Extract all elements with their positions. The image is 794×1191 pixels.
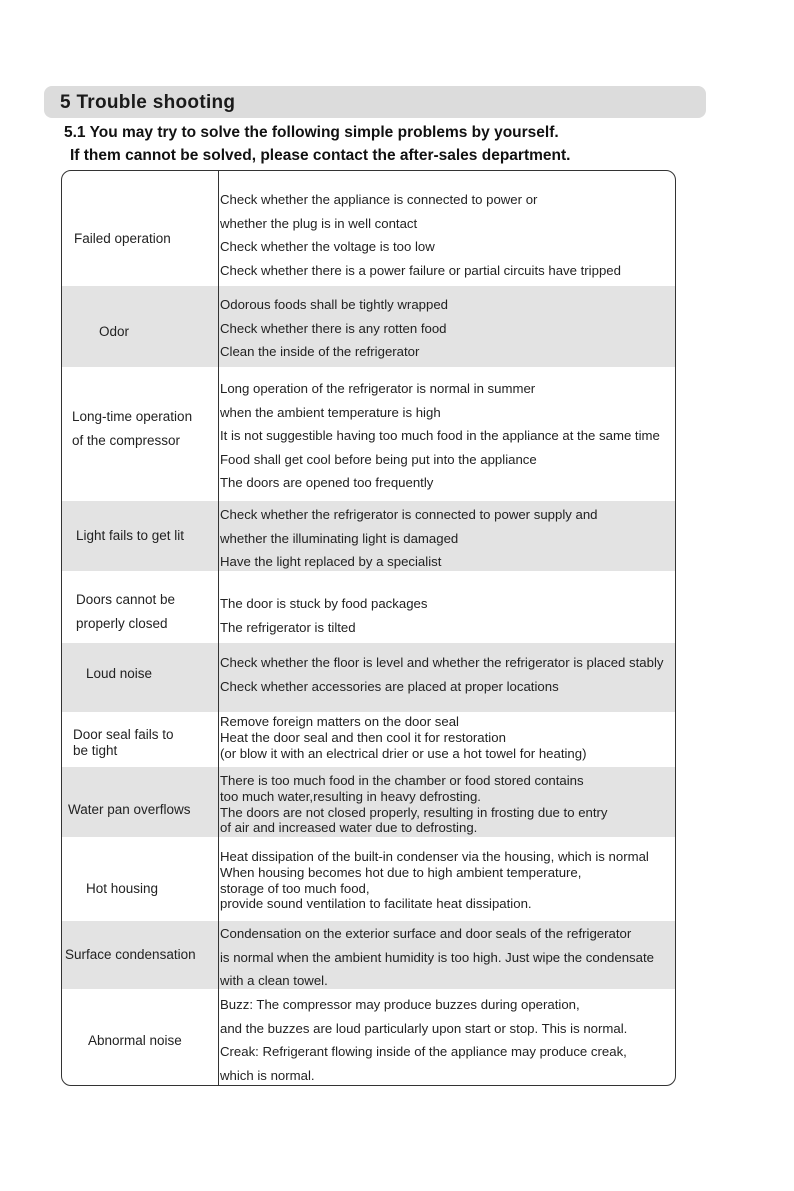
table-row [62, 501, 675, 571]
solution-text: Condensation on the exterior surface and door seals of the refrigerator [220, 926, 632, 941]
table-row [62, 837, 675, 921]
solution-text: Long operation of the refrigerator is normal in summer [220, 381, 536, 396]
problem-cell [86, 662, 152, 686]
problem-text: Doors cannot be [76, 592, 176, 607]
solution-cell [220, 714, 673, 762]
solution-cell [220, 592, 673, 639]
table-row [62, 286, 675, 367]
solution-text: which is normal. [220, 1067, 315, 1083]
solution-text: and the buzzes are loud particularly upon start or stop. This is normal. [220, 1020, 628, 1036]
solution-text: too much water,resulting in heavy defrosting. [220, 788, 481, 804]
problem-cell [76, 524, 184, 548]
problem-cell [72, 405, 192, 453]
solution-text: Check whether the appliance is connected to power or [220, 192, 538, 207]
solution-text: when the ambient temperature is high [220, 404, 441, 420]
solution-text: When housing becomes hot due to high ambient temperature, [220, 864, 582, 880]
solution-text: Odorous foods shall be tightly wrapped [220, 297, 448, 312]
problem-text: Long-time operation [72, 409, 193, 424]
solution-text: Check whether there is a power failure or partial circuits have tripped [220, 262, 621, 278]
solution-text: provide sound ventilation to facilitate heat dissipation. [220, 896, 532, 912]
solution-text: The doors are not closed properly, resulting in frosting due to entry [220, 804, 608, 820]
table-row [62, 171, 675, 286]
intro-line-2: If them cannot be solved, please contact the after-sales department. [70, 147, 571, 164]
problem-text: Light fails to get lit [76, 528, 185, 543]
solution-text: Creak: Refrigerant flowing inside of the appliance may produce creak, [220, 1044, 627, 1059]
solution-cell [220, 773, 673, 836]
solution-text: There is too much food in the chamber or food stored contains [220, 773, 584, 788]
solution-text: Check whether the refrigerator is connected to power supply and [220, 507, 598, 522]
solution-text: Heat the door seal and then cool it for restoration [220, 730, 506, 745]
solution-cell [220, 993, 673, 1086]
solution-text: Buzz: The compressor may produce buzzes during operation, [220, 997, 580, 1012]
section-title: 5 Trouble shooting [60, 92, 236, 113]
problem-text: Odor [99, 324, 130, 339]
problem-text: Surface condensation [65, 947, 196, 962]
solution-text: storage of too much food, [220, 880, 370, 896]
troubleshooting-table [61, 170, 676, 1086]
problem-cell [76, 588, 175, 636]
problem-text: of the compressor [72, 433, 181, 448]
solution-text: Check whether accessories are placed at proper locations [220, 678, 559, 694]
solution-text: The refrigerator is tilted [220, 619, 356, 635]
problem-text: Water pan overflows [68, 802, 191, 817]
solution-cell [220, 651, 673, 698]
solution-cell [220, 849, 673, 912]
problem-cell [65, 943, 196, 967]
problem-cell [68, 798, 191, 822]
problem-cell [86, 877, 158, 901]
solution-cell [220, 188, 673, 282]
solution-text: Have the light replaced by a specialist [220, 554, 442, 569]
table-row [62, 571, 675, 643]
table-row [62, 989, 675, 1086]
problem-text: Abnormal noise [88, 1033, 182, 1048]
table-row [62, 767, 675, 837]
solution-cell [220, 922, 673, 993]
problem-text: properly closed [76, 616, 168, 631]
solution-text: Check whether there is any rotten food [220, 320, 447, 336]
solution-text: It is not suggestible having too much food in the appliance at the same time [220, 428, 660, 443]
solution-text: Remove foreign matters on the door seal [220, 714, 459, 729]
column-divider [218, 171, 219, 1085]
solution-text: whether the plug is in well contact [220, 215, 418, 231]
solution-text: Check whether the voltage is too low [220, 239, 435, 254]
intro-line-1: 5.1 You may try to solve the following simple problems by yourself. [64, 124, 559, 141]
solution-text: whether the illuminating light is damaged [220, 530, 459, 546]
solution-text: The door is stuck by food packages [220, 596, 428, 611]
table-row [62, 712, 675, 767]
solution-cell [220, 377, 673, 495]
solution-text: (or blow it with an electrical drier or use a hot towel for heating) [220, 746, 587, 761]
table-row [62, 367, 675, 501]
solution-text: Food shall get cool before being put into the appliance [220, 451, 537, 467]
solution-text: Check whether the floor is level and whether the refrigerator is placed stably [220, 655, 664, 670]
solution-cell [220, 293, 673, 364]
solution-text: with a clean towel. [220, 973, 328, 988]
problem-text: Failed operation [74, 231, 171, 246]
problem-text: Hot housing [86, 881, 159, 896]
solution-text: of air and increased water due to defrosting. [220, 820, 478, 836]
solution-text: Heat dissipation of the built-in condenser via the housing, which is normal [220, 849, 649, 864]
solution-cell [220, 503, 673, 574]
table-row [62, 643, 675, 712]
table-row [62, 921, 675, 989]
problem-cell [74, 227, 171, 251]
section-header [44, 86, 706, 118]
solution-text: is normal when the ambient humidity is too high. Just wipe the condensate [220, 949, 654, 965]
solution-text: Clean the inside of the refrigerator [220, 344, 420, 359]
problem-cell [99, 320, 129, 344]
problem-text: Door seal fails to [73, 727, 174, 742]
problem-cell [73, 727, 174, 759]
problem-text: be tight [73, 743, 118, 758]
solution-text: The doors are opened too frequently [220, 475, 434, 490]
problem-text: Loud noise [86, 666, 153, 681]
problem-cell [88, 1029, 182, 1053]
